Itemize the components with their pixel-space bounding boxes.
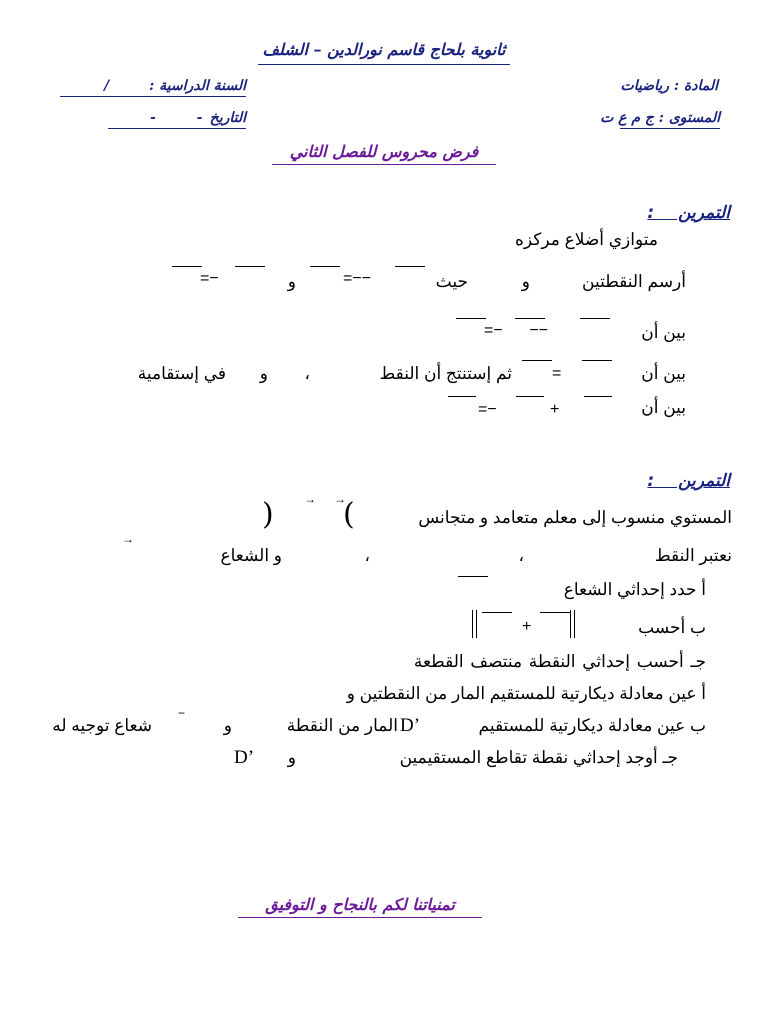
date-separators: - - bbox=[150, 110, 203, 126]
footer-wish: تمنياتنا لكم بالنجاح و التوفيق bbox=[265, 895, 455, 914]
vector-bar bbox=[482, 612, 512, 613]
ex2-p1-c: جـ أحسب إحداثي النقطة منتصف القطعة bbox=[413, 652, 706, 671]
ex2-p2-b-3: و bbox=[223, 716, 232, 735]
vector-equation-symbols: =−− bbox=[343, 270, 372, 287]
vector-bar bbox=[458, 576, 488, 577]
vector-bar bbox=[448, 396, 476, 397]
school-year-label: السنة الدراسية : bbox=[149, 78, 246, 94]
school-name: ثانوية بلحاج قاسم نورالدين – الشلف bbox=[262, 40, 506, 59]
vector-equation-symbols: =− bbox=[478, 401, 497, 418]
vector-bar bbox=[540, 612, 570, 613]
norm-bar bbox=[472, 610, 474, 638]
vector-bar bbox=[580, 318, 610, 319]
vector-equation-symbols: =− −− bbox=[484, 322, 549, 339]
ex1-q1-plot-points: أرسم النقطتين bbox=[582, 272, 686, 291]
ex2-p2-b-2: المار من النقطة bbox=[286, 716, 398, 735]
basis-vector-arrow: → bbox=[304, 492, 316, 506]
vector-equation-symbols: = bbox=[552, 365, 562, 382]
ex1-q1-and-2: و bbox=[287, 272, 296, 291]
line-d-prime: D’ bbox=[234, 747, 255, 768]
vector-bar bbox=[456, 318, 486, 319]
level-label: المستوى : ج م ع ت bbox=[600, 110, 720, 126]
ex1-q3-show: بين أن bbox=[641, 364, 686, 383]
vector-bar bbox=[235, 266, 265, 267]
vector-bar bbox=[515, 318, 545, 319]
ex1-q3-and: و bbox=[259, 364, 268, 383]
ex2-given-points: نعتبر النقط bbox=[654, 546, 732, 565]
ex1-q1-where: حيث bbox=[435, 272, 468, 291]
vector-bar bbox=[582, 360, 612, 361]
ex2-given-vector: و الشعاع bbox=[220, 546, 282, 565]
ex1-q4-show: بين أن bbox=[641, 398, 686, 417]
ex2-p2-c-2: و bbox=[287, 748, 296, 767]
exercise1-title: التمرين : bbox=[647, 203, 730, 223]
ex2-p1-a: أ حدد إحداثي الشعاع bbox=[563, 580, 706, 599]
ex2-p2-b-1: ب عين معادلة ديكارتية للمستقيم bbox=[478, 716, 706, 735]
ex2-given-comma: ، bbox=[518, 546, 524, 565]
norm-bar bbox=[570, 610, 572, 638]
vector-bar bbox=[395, 266, 425, 267]
ex2-p2-a: أ عين معادلة ديكارتية للمستقيم المار من النقطتين و bbox=[346, 684, 706, 703]
exercise2-title: التمرين : bbox=[647, 471, 730, 491]
basis-open-paren: ( bbox=[343, 497, 355, 532]
exercise1-intro: متوازي أضلاع مركزه bbox=[514, 230, 658, 249]
school-year-underline bbox=[60, 96, 246, 97]
vector-bar bbox=[584, 396, 612, 397]
ex2-given-comma-2: ، bbox=[364, 546, 370, 565]
vector-arrow: → bbox=[122, 532, 134, 546]
level-underline bbox=[620, 128, 720, 129]
vector-equation-symbols: =− bbox=[200, 270, 219, 287]
ex1-q2-show: بين أن bbox=[641, 323, 686, 342]
exam-title: فرض محروس للفصل الثاني bbox=[289, 142, 479, 161]
date-underline bbox=[108, 128, 246, 129]
date-label: التاريخ bbox=[209, 110, 246, 126]
ex1-q3-collinear: في إستقامية bbox=[137, 364, 226, 383]
plus-sign: + bbox=[522, 618, 532, 635]
footer-wish-underline bbox=[238, 917, 482, 918]
norm-bar bbox=[574, 610, 576, 638]
exam-title-underline bbox=[272, 164, 496, 165]
ex1-q3-comma: ، bbox=[304, 364, 310, 383]
ex2-intro: المستوي منسوب إلى معلم متعامد و متجانس bbox=[418, 508, 732, 527]
ex1-q3-deduce: ثم إستنتج أن النقط bbox=[379, 364, 512, 383]
vector-bar bbox=[310, 266, 340, 267]
line-d-prime: D’ bbox=[400, 715, 421, 736]
vector-bar bbox=[516, 396, 544, 397]
vector-bar bbox=[172, 266, 202, 267]
vector-equation-symbols: + bbox=[550, 401, 560, 418]
ex2-p2-b-4: شعاع توجيه له bbox=[52, 716, 152, 735]
school-name-underline bbox=[258, 64, 510, 65]
vector-arrow: − bbox=[178, 706, 186, 720]
school-year-separator: / bbox=[104, 78, 110, 94]
ex2-p2-c-1: جـ أوجد إحداثي نقطة تقاطع المستقيمين bbox=[399, 748, 678, 767]
basis-vector-arrow: → bbox=[334, 492, 346, 506]
subject-label: المادة : رياضيات bbox=[620, 78, 718, 94]
vector-bar bbox=[522, 360, 552, 361]
norm-bar bbox=[476, 610, 478, 638]
basis-close-paren: ) bbox=[262, 497, 274, 532]
ex2-p1-b: ب أحسب bbox=[638, 618, 706, 637]
ex1-q1-and: و bbox=[521, 272, 530, 291]
